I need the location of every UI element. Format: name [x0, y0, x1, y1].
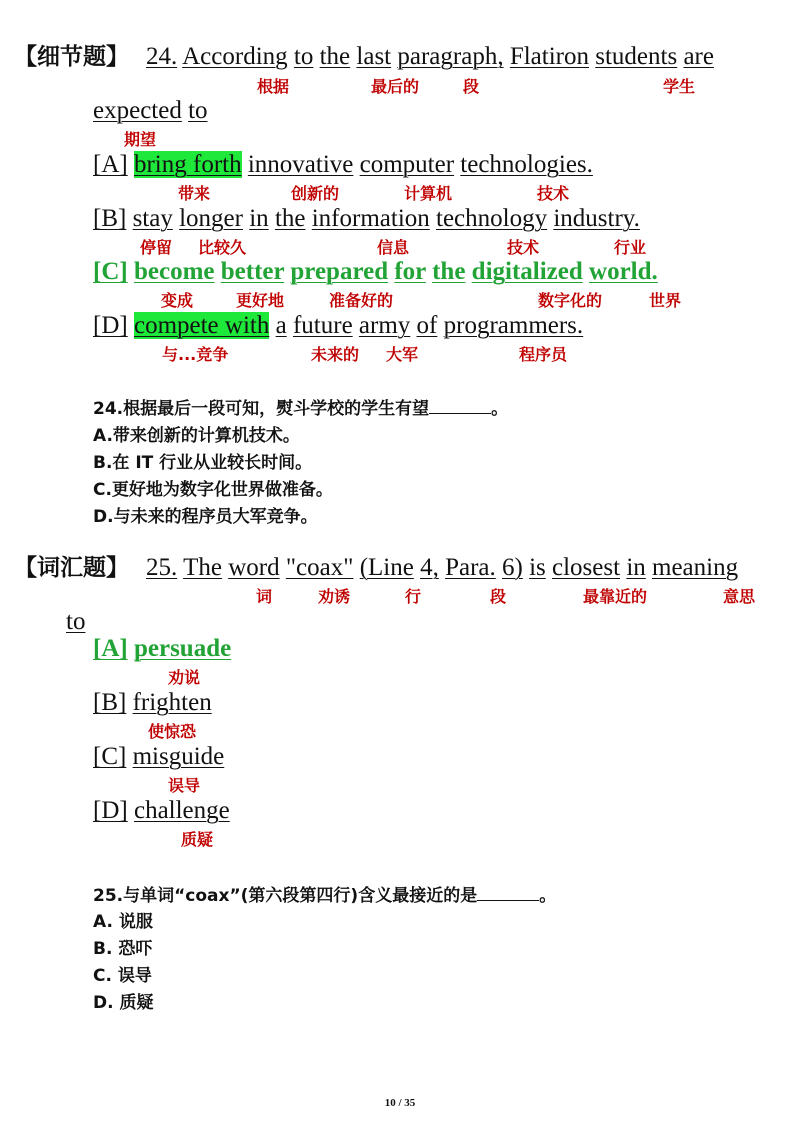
word: the — [432, 258, 466, 285]
q25-cn-option-a: A. 说服 — [93, 912, 153, 932]
word: information — [311, 205, 430, 232]
gloss-annotation: 词 — [256, 587, 273, 606]
gloss-annotation: 使惊恐 — [148, 722, 197, 741]
gloss-annotation: 与...竞争 — [162, 345, 229, 364]
word: [D] — [93, 312, 128, 339]
word: to — [293, 43, 314, 70]
q25-cn-option-c: C. 误导 — [93, 966, 152, 986]
word: Flatiron — [509, 43, 589, 70]
word: become — [133, 258, 215, 285]
word: The — [183, 554, 222, 581]
gloss-annotation: 学生 — [663, 77, 696, 96]
q25-cn-option-d: D. 质疑 — [93, 993, 154, 1013]
word: innovative — [247, 151, 354, 178]
word: last — [356, 43, 392, 70]
word: 6) — [502, 554, 523, 581]
gloss-annotation: 期望 — [124, 130, 157, 149]
gloss-annotation: 创新的 — [291, 184, 340, 203]
word: the — [274, 205, 306, 232]
word: According — [182, 43, 288, 70]
word: is — [529, 554, 546, 581]
gloss-annotation: 行 — [405, 587, 422, 606]
q25-cn-question-end: 。 — [539, 886, 557, 906]
gloss-annotation: 根据 — [257, 77, 290, 96]
word: to — [188, 97, 208, 124]
answer-blank — [429, 397, 491, 414]
word: [D] — [93, 797, 128, 824]
word: prepared — [290, 258, 389, 285]
gloss-annotation: 准备好的 — [329, 291, 394, 310]
gloss-annotation: 数字化的 — [538, 291, 603, 310]
gloss-annotation: 行业 — [614, 238, 647, 257]
word: misguide — [132, 743, 225, 770]
q24-cn-question-text: 24.根据最后一段可知，熨斗学校的学生有望 — [93, 399, 430, 419]
word: technology — [436, 205, 548, 232]
q24-cn-question-end: 。 — [491, 399, 509, 419]
q24-cn-option-d: D.与未来的程序员大军竞争。 — [93, 507, 318, 527]
gloss-annotation: 带来 — [178, 184, 211, 203]
word: computer — [359, 151, 455, 178]
q24-option-d — [93, 311, 583, 341]
q25-cn-question-text: 25.与单词“coax”(第六段第四行)含义最接近的是 — [93, 886, 478, 906]
word: expected — [93, 97, 182, 124]
q24-cn-option-a: A.带来创新的计算机技术。 — [93, 426, 300, 446]
word: bring forth — [133, 151, 242, 178]
q25-cn-option-b: B. 恐吓 — [93, 939, 153, 959]
gloss-annotation: 更好地 — [236, 291, 285, 310]
gloss-annotation: 最后的 — [371, 77, 420, 96]
word: longer — [179, 205, 243, 232]
gloss-annotation: 最靠近的 — [583, 587, 648, 606]
q25-cn-question — [93, 884, 556, 907]
q24-stem-line2 — [93, 96, 208, 126]
q25-tag: 【词汇题】 — [14, 555, 129, 581]
q24-stem-line1 — [146, 42, 714, 72]
gloss-annotation: 大军 — [386, 345, 419, 364]
gloss-annotation: 劝说 — [168, 668, 201, 687]
gloss-annotation: 误导 — [168, 776, 201, 795]
q24-option-b — [93, 204, 640, 234]
word: [B] — [93, 689, 127, 716]
word: 25. — [146, 554, 178, 581]
word: persuade — [133, 635, 232, 662]
word: world. — [589, 258, 658, 285]
gloss-annotation: 劝诱 — [318, 587, 351, 606]
word: future — [292, 312, 353, 339]
word: to — [66, 608, 86, 635]
word: [C] — [93, 258, 128, 285]
word: meaning — [652, 554, 739, 581]
word: Para. — [445, 554, 496, 581]
word: [C] — [93, 743, 127, 770]
word: 4, — [420, 554, 439, 581]
word: better — [220, 258, 285, 285]
word: army — [358, 312, 411, 339]
gloss-annotation: 程序员 — [519, 345, 568, 364]
gloss-annotation: 世界 — [649, 291, 682, 310]
word: a — [275, 312, 287, 339]
word: closest — [552, 554, 621, 581]
word: in — [249, 205, 269, 232]
q24-cn-option-c: C.更好地为数字化世界做准备。 — [93, 480, 333, 500]
gloss-annotation: 未来的 — [311, 345, 360, 364]
word: are — [683, 43, 714, 70]
gloss-annotation: 段 — [490, 587, 507, 606]
word: paragraph, — [397, 43, 504, 70]
word: technologies. — [460, 151, 593, 178]
gloss-annotation: 比较久 — [198, 238, 247, 257]
q24-cn-option-b: B.在 IT 行业从业较长时间。 — [93, 453, 313, 473]
gloss-annotation: 停留 — [140, 238, 173, 257]
gloss-annotation: 信息 — [377, 238, 410, 257]
word: compete with — [133, 312, 270, 339]
gloss-annotation: 技术 — [507, 238, 540, 257]
word: frighten — [132, 689, 212, 716]
word: word — [228, 554, 280, 581]
word: 24. — [146, 43, 178, 70]
q25-option-b — [93, 688, 212, 718]
answer-blank — [477, 884, 539, 901]
q24-option-a — [93, 150, 593, 180]
q25-option-c — [93, 742, 224, 772]
word: [A] — [93, 635, 128, 662]
gloss-annotation: 段 — [463, 77, 480, 96]
word: stay — [132, 205, 173, 232]
word: (Line — [359, 554, 414, 581]
page-number: 10 / 35 — [384, 1097, 416, 1109]
q25-stem-line1 — [146, 553, 738, 583]
word: industry. — [553, 205, 640, 232]
word: the — [319, 43, 351, 70]
word: in — [626, 554, 646, 581]
word: digitalized — [471, 258, 583, 285]
word: [B] — [93, 205, 127, 232]
word: "coax" — [285, 554, 354, 581]
word: students — [595, 43, 678, 70]
word: programmers. — [443, 312, 584, 339]
word: for — [394, 258, 426, 285]
word: [A] — [93, 151, 128, 178]
word: of — [416, 312, 438, 339]
gloss-annotation: 计算机 — [404, 184, 453, 203]
q25-option-a — [93, 634, 231, 664]
q24-tag: 【细节题】 — [14, 44, 129, 70]
q25-stem-line2 — [66, 607, 85, 637]
word: challenge — [133, 797, 230, 824]
q24-cn-question — [93, 397, 508, 420]
q25-option-d — [93, 796, 230, 826]
gloss-annotation: 变成 — [161, 291, 194, 310]
gloss-annotation: 质疑 — [181, 830, 214, 849]
gloss-annotation: 意思 — [723, 587, 756, 606]
q24-option-c — [93, 257, 658, 287]
gloss-annotation: 技术 — [537, 184, 570, 203]
